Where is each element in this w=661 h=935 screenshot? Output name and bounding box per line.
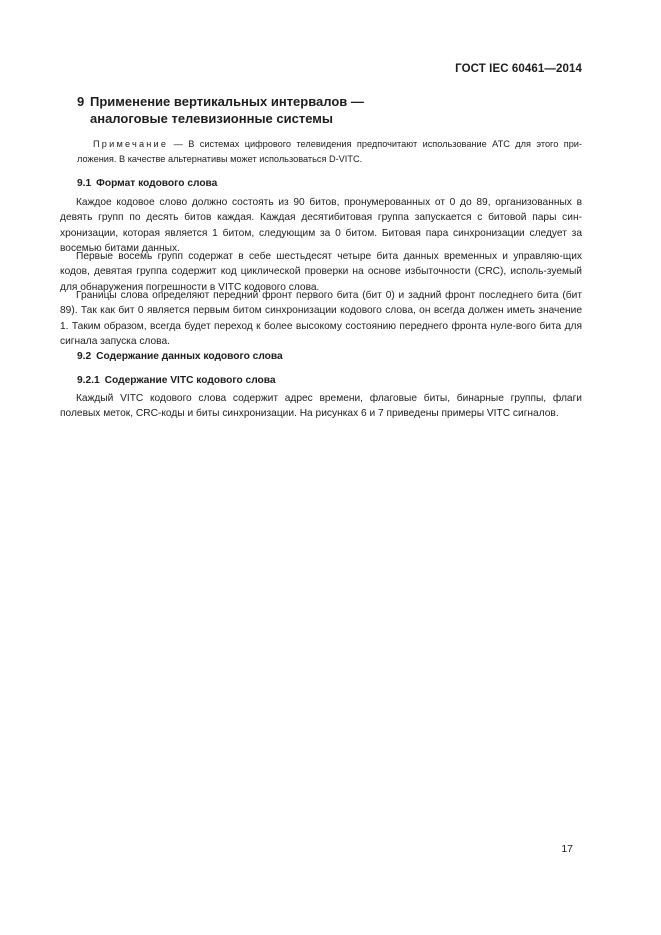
subsection-heading-9-1: 9.1 Формат кодового слова [77,178,218,189]
note-paragraph [77,137,582,167]
note-text: — В системах цифрового телевидения предпочитают использование АТС для этого при-ложения. В качестве альтернативы может использоваться D-VITC. [77,139,582,164]
standard-code: ГОСТ IEC 60461—2014 [455,63,582,75]
subsection-heading-9-2-1: 9.2.1 Содержание VITC кодового слова [77,375,276,386]
page-number: 17 [561,843,573,855]
section-number: 9 [77,94,85,109]
section-title-line2: аналоговые телевизионные системы [90,111,333,126]
paragraph-9-1-3: Границы слова определяют передний фронт первого бита (бит 0) и задний фронт последнего бита (бит 89). Так как бит 0 является первым битом синхронизации кодового слова, он всегда должен иметь значение 1. Таким образом, всегда будет переход к более высокому состоянию переднего фронта нуле-вого бита для сигнала запуска слова. [60,290,582,348]
paragraph-9-1-2: Первые восемь групп содержат в себе шестьдесят четыре бита данных временных и управляю-щих кодов, девятая группа содержит код циклической проверки на основе избыточности (CRC), исполь-зуемый для обнаружения погрешности в VITC кодового слова. [60,251,582,293]
subsection-heading-9-2: 9.2 Содержание данных кодового слова [77,351,283,362]
section-title-line1: 9 Применение вертикальных интервалов — [77,94,364,109]
paragraph-9-1-1: Каждое кодовое слово должно состоять из 90 битов, пронумерованных от 0 до 89, организованных в девять групп по десять битов каждая. Каждая десятибитовая группа запускается с битовой пары син-хронизации, которая является 1 битом, следующим за 0 битом. Битовая пара синхронизации следует за восемью битами данных. [60,197,582,255]
note-label: Примечание [93,139,169,149]
section-title [77,93,497,127]
paragraph-9-2-1-1: Каждый VITC кодового слова содержит адрес времени, флаговые биты, бинарные группы, флаги полевых меток, CRC-коды и биты синхронизации. На рисунках 6 и 7 приведены примеры VITC сигналов. [60,393,582,420]
